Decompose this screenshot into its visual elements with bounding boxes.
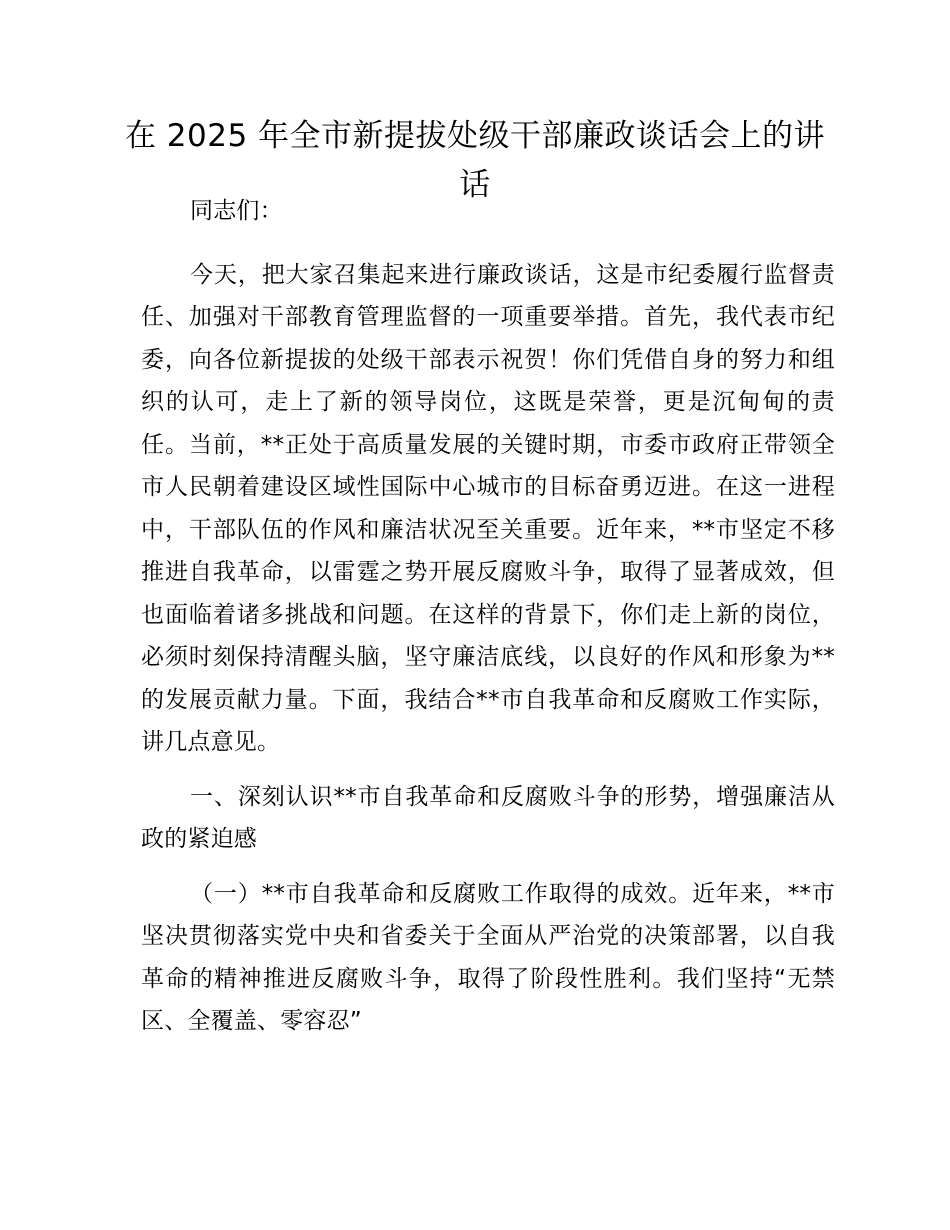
document-title: 在 2025 年全市新提拔处级干部廉政谈话会上的讲话 [124,118,826,203]
section-heading-1: 一、深刻认识**市自我革命和反腐败斗争的形势，增强廉洁从政的紧迫感 [141,783,835,852]
salutation: 同志们： [190,198,283,224]
paragraph-opening: 今天，把大家召集起来进行廉政谈话，这是市纪委履行监督责任、加强对干部教育管理监督的一项重要举措。首先，我代表市纪委，向各位新提拔的处级干部表示祝贺！你们凭借自身的努力和组织的认可，走上了新的领导岗位，这既是荣誉，更是沉甸甸的责任。当前，**正处于高质量发展的关键时期，市委市政府正带领全市人民朝着建设区域性国际中心城市的目标奋勇迈进。在这一进程中，干部队伍的作风和廉洁状况至关重要。近年来，**市坚定不移推进自我革命，以雷霆之势开展反腐败斗争，取得了显著成效，但也面临着诸多挑战和问题。在这样的背景下，你们走上新的岗位，必须时刻保持清醒头脑，坚守廉洁底线，以良好的作风和形象为**的发展贡献力量。下面，我结合**市自我革命和反腐败工作实际，讲几点意见。 [141,261,835,755]
document-body [141,190,835,1055]
subsection-paragraph-1: （一）**市自我革命和反腐败工作取得的成效。近年来，**市坚决贯彻落实党中央和省委关于全面从严治党的决策部署，以自我革命的精神推进反腐败斗争，取得了阶段性胜利。我们坚持“无禁区、全覆盖、零容忍” [141,880,835,1034]
